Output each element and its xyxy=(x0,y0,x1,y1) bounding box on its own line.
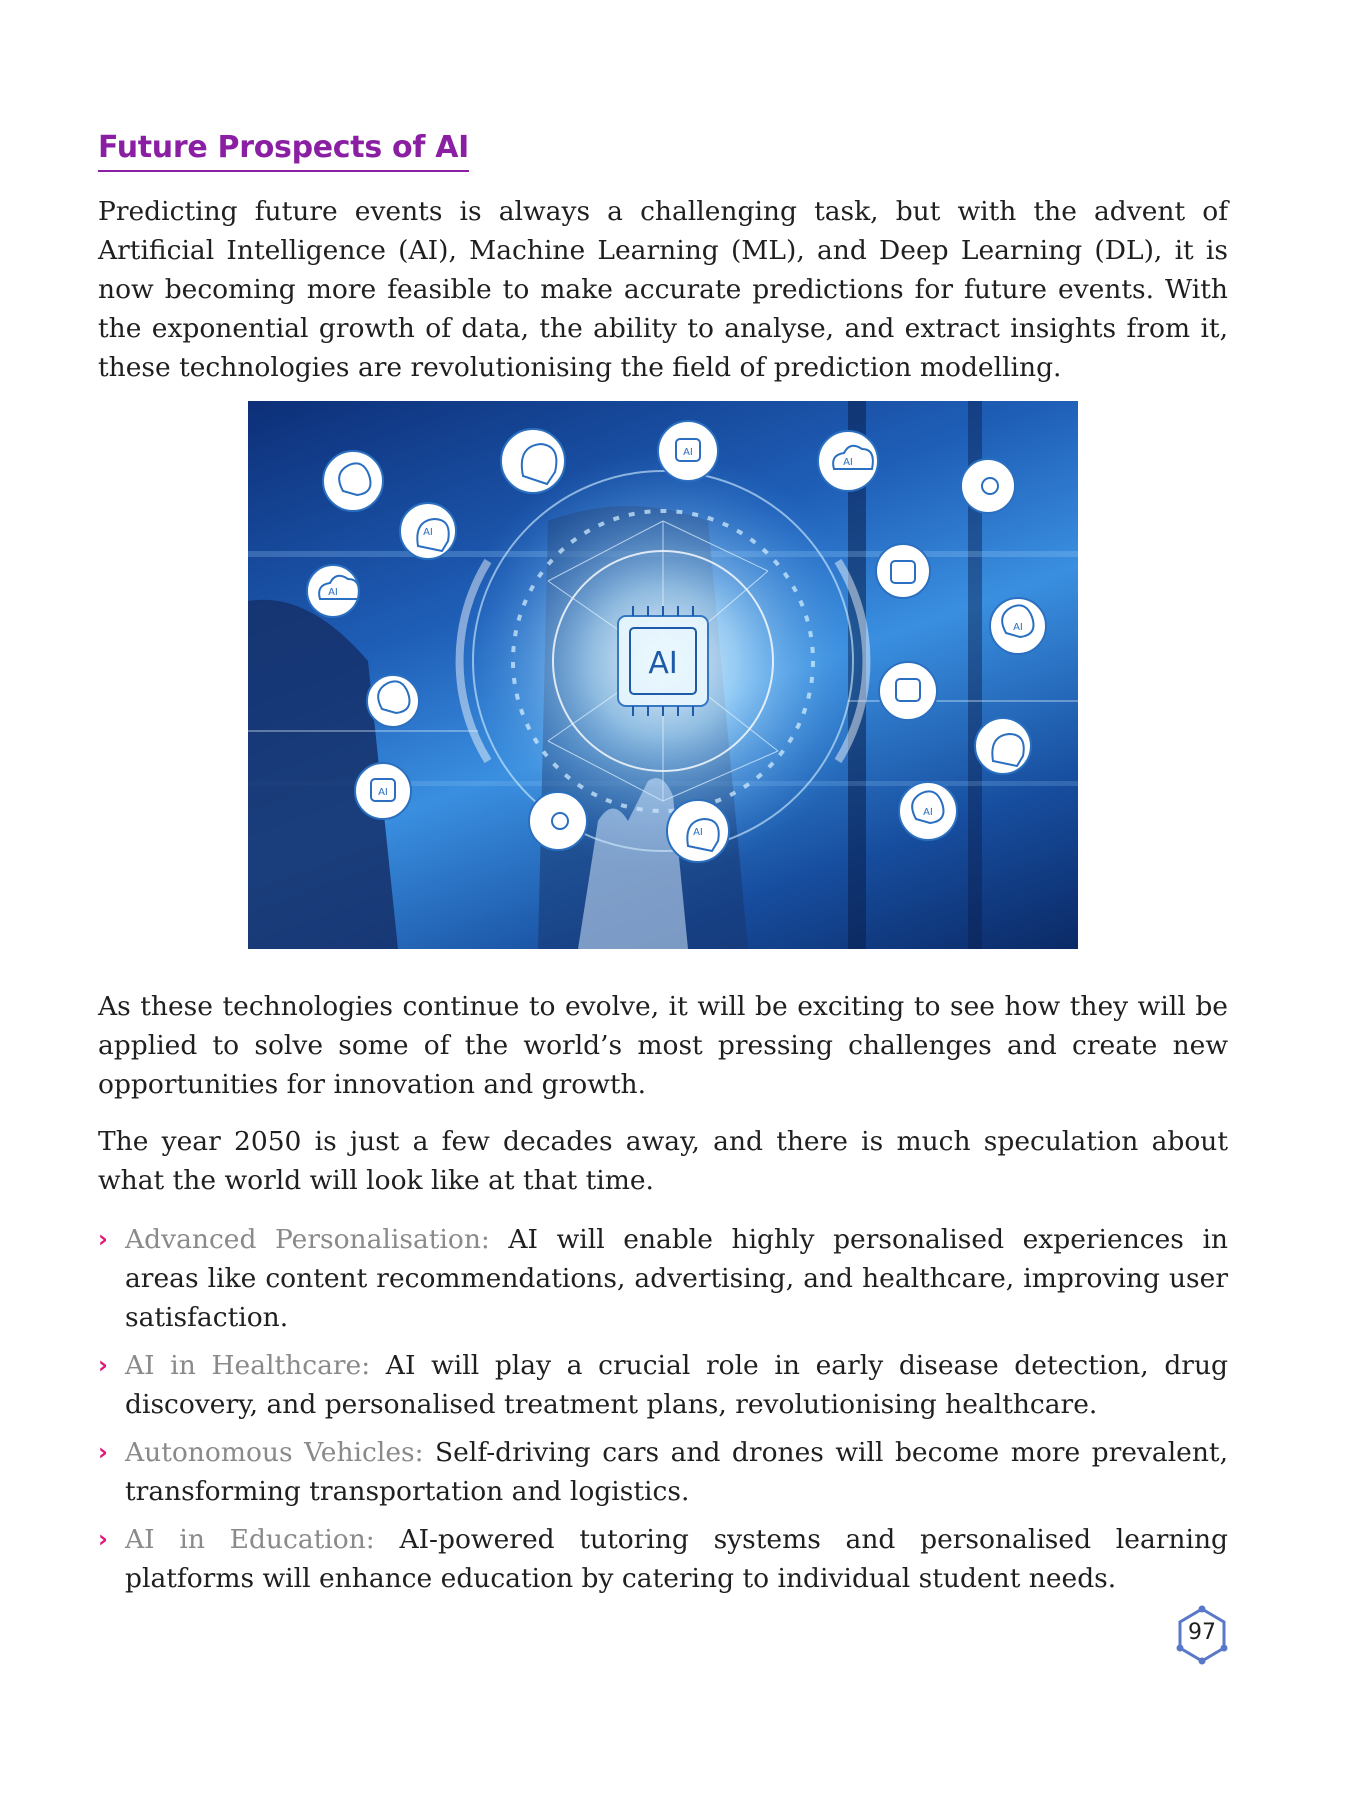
bullet-text: AI-powered tutoring systems and personalised learning platforms will enhance education by catering to individual student needs. xyxy=(125,1524,1228,1594)
bullet-term: AI in Education: xyxy=(125,1524,375,1555)
head-gear-icon xyxy=(529,792,587,850)
icon-label: AI xyxy=(923,807,933,818)
paragraph-2050: The year 2050 is just a few decades away, and there is much speculation about what the world will look like at that time. xyxy=(98,1126,1228,1196)
chevron-right-icon: › xyxy=(98,1525,108,1553)
paragraph-evolve: As these technologies continue to evolve, it will be exciting to see how they will be applied to solve some of the world’s most pressing challenges and create new opportunities for innovation and growth. xyxy=(98,991,1228,1100)
icon-label: AI xyxy=(693,827,703,838)
chip-label: AI xyxy=(648,646,678,681)
list-item xyxy=(98,1433,1228,1511)
bullet-text: AI will play a crucial role in early disease detection, drug discovery, and personalised treatment plans, revolutionising healthcare. xyxy=(125,1350,1228,1420)
list-item xyxy=(98,1520,1228,1598)
chevron-right-icon: › xyxy=(98,1438,108,1466)
bullet-term: Autonomous Vehicles: xyxy=(125,1437,424,1468)
robot-icon xyxy=(876,544,930,598)
list-item xyxy=(98,1346,1228,1424)
bullet-text: AI will enable highly personalised experiences in areas like content recommendations, advertising, and healthcare, improving user satisfaction. xyxy=(125,1224,1229,1333)
ai-illustration xyxy=(248,401,1078,949)
list-item xyxy=(98,1220,1228,1337)
brain-icon xyxy=(323,451,383,511)
brain-icon xyxy=(367,675,419,727)
bullet-term: AI in Healthcare: xyxy=(125,1350,371,1381)
prospects-list xyxy=(98,1220,1228,1598)
icon-label: AI xyxy=(328,587,338,598)
section-heading: Future Prospects of AI xyxy=(98,130,469,172)
bullet-term: Advanced Personalisation: xyxy=(125,1224,490,1255)
icon-label: AI xyxy=(683,447,693,458)
intro-paragraph: Predicting future events is always a challenging task, but with the advent of Artificial Intelligence (AI), Machine Learning (ML), and Deep Learning (DL), it is now becoming more feasible to make accurate predictions for future events. With the exponential growth of data, the ability to analyse, and extract insights from it, these technologies are revolutionising the field of prediction modelling. xyxy=(98,196,1228,383)
robot-icon xyxy=(879,662,937,720)
chevron-right-icon: › xyxy=(98,1351,108,1379)
icon-label: AI xyxy=(843,457,853,468)
icon-label: AI xyxy=(1013,622,1023,633)
page-content xyxy=(98,130,1228,1607)
page-number: 97 xyxy=(1188,1620,1216,1645)
page-number-badge xyxy=(1172,1605,1232,1665)
bullet-text: Self-driving cars and drones will become more prevalent, transforming transportation and logistics. xyxy=(125,1437,1228,1507)
icon-label: AI xyxy=(378,787,388,798)
head-gear-icon xyxy=(961,459,1015,513)
icon-label: AI xyxy=(423,527,433,538)
chevron-right-icon: › xyxy=(98,1225,108,1253)
